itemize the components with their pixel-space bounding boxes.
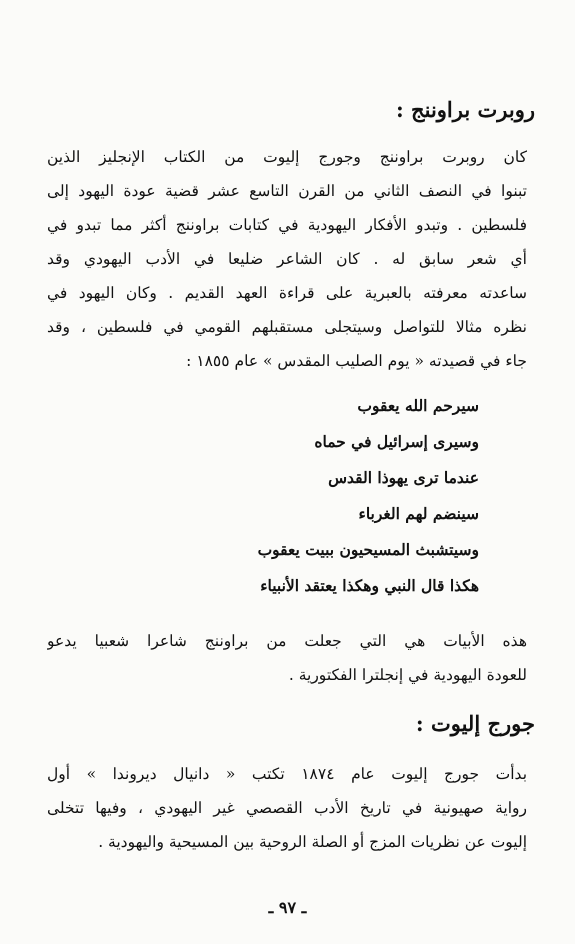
section-heading-browning: روبرت براوننج :	[395, 97, 535, 122]
poem-verse: وسيرى إسرائيل في حماه	[314, 432, 479, 451]
paragraph-line: ساعدته معرفته بالعبرية على قراءة العهد القديم . وكان اليهود في	[47, 284, 527, 302]
paragraph-line: للعودة اليهودية في إنجلترا الفكتورية .	[288, 666, 527, 684]
paragraph-line: فلسطين . وتبدو الأفكار اليهودية في كتابات براوننج أكثر مما تبدو في	[47, 216, 527, 234]
paragraph-line: كان روبرت براوننج وجورج إليوت من الكتاب الإنجليز الذين	[47, 148, 527, 166]
page-number: ـ ٩٧ ـ	[268, 898, 307, 917]
poem-verse: سيرحم الله يعقوب	[357, 396, 479, 415]
poem-verse: هكذا قال النبي وهكذا يعتقد الأنبياء	[260, 576, 479, 595]
paragraph-line: جاء في قصيدته « يوم الصليب المقدس » عام ١٨٥٥ :	[186, 352, 527, 370]
poem-verse: وسيتشبث المسيحيون ببيت يعقوب	[257, 540, 479, 559]
poem-verse: عندما ترى يهوذا القدس	[328, 468, 479, 487]
paragraph-line: إليوت عن نظريات المزج أو الصلة الروحية بين المسيحية واليهودية .	[98, 833, 527, 851]
paragraph-line: بدأت جورج إليوت عام ١٨٧٤ تكتب « دانيال ديروندا » أول	[47, 765, 527, 783]
paragraph-line: نظره مثالا للتواصل وسيتجلى مستقبلهم القومي في فلسطين ، وقد	[47, 318, 527, 336]
paragraph-line: هذه الأبيات هي التي جعلت من براوننج شاعرا شعبيا يدعو	[47, 632, 527, 650]
poem-verse: سينضم لهم الغرباء	[358, 504, 479, 523]
paragraph-line: رواية صهيونية في تاريخ الأدب القصصي غير اليهودي ، وفيها تتخلى	[47, 799, 527, 817]
section-heading-eliot: جورج إليوت :	[415, 711, 535, 736]
paragraph-line: أي شعر سابق له . كان الشاعر ضليعا في الأدب اليهودي وقد	[47, 250, 527, 268]
paragraph-line: تبنوا في النصف الثاني من القرن التاسع عشر قضية عودة اليهود إلى	[47, 182, 527, 200]
